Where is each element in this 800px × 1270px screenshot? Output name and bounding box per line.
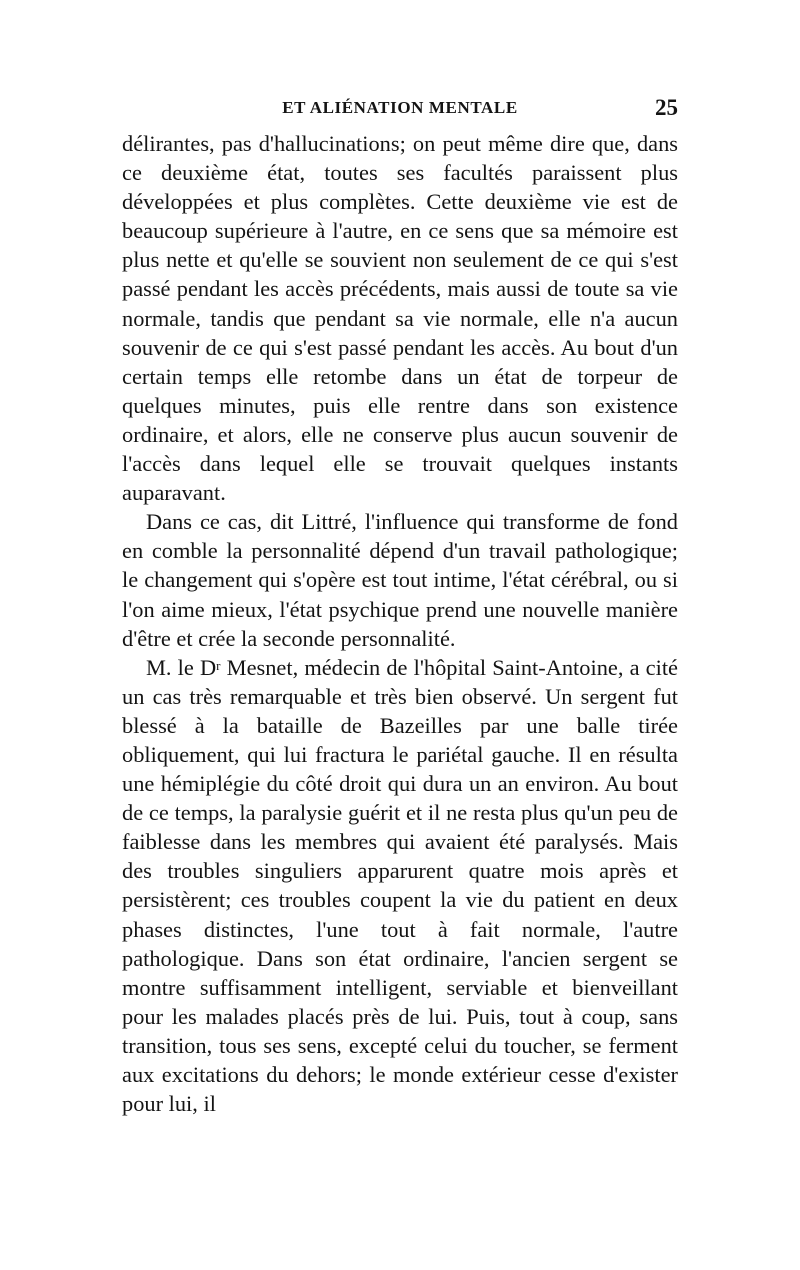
running-header (122, 96, 678, 120)
page-number: 25 (655, 95, 678, 120)
body-text (122, 129, 678, 1118)
paragraph-continued: délirantes, pas d'hallucinations; on peut même dire que, dans ce deuxième état, toutes ses facultés paraissent plus développées et plus complètes. Cette deuxième vie est de beaucoup supérieure à l'autre, en ce sens que sa mémoire est plus nette et qu'elle se souvient non seulement de ce qui s'est passé pendant les accès précédents, mais aussi de toute sa vie normale, tandis que pendant sa vie normale, elle n'a aucun souvenir de ce qui s'est passé pendant les accès. Au bout d'un certain temps elle retombe dans un état de torpeur de quelques minutes, puis elle rentre dans son existence ordinaire, et alors, elle ne conserve plus aucun souvenir de l'accès dans lequel elle se trouvait quelques instants auparavant. (122, 131, 678, 506)
paragraph-littre: Dans ce cas, dit Littré, l'influence qui transforme de fond en comble la personnalité dépend d'un travail pathologique; le changement qui s'opère est tout intime, l'état cérébral, ou si l'on aime mieux, l'état psychique prend une nouvelle manière d'être et crée la seconde personnalité. (122, 509, 678, 651)
doctor-abbreviation-superscript: r (216, 657, 221, 673)
running-title: ET ALIÉNATION MENTALE (282, 98, 518, 117)
paragraph-mesnet (122, 653, 678, 1119)
paragraph-mesnet-text: Mesnet, médecin de l'hôpital Saint-Antoine, a cité un cas très remarquable et très bien observé. Un sergent fut blessé à la bataille de Bazeilles par une balle tirée obliquement, qui lui fractura le pariétal gauche. Il en résulta une hémiplégie du côté droit qui dura un an environ. Au bout de ce temps, la paralysie guérit et il ne resta plus qu'un peu de faiblesse dans les membres qui avaient été paralysés. Mais des troubles singuliers apparurent quatre mois après et persistèrent; ces troubles coupent la vie du patient en deux phases distinctes, l'une tout à fait normale, l'autre pathologique. Dans son état ordinaire, l'ancien sergent se montre suffisamment intelligent, serviable et bienveillant pour les malades placés près de lui. Puis, tout à coup, sans transition, tous ses sens, excepté celui du toucher, se ferment aux excitations du dehors; le monde extérieur cesse d'exister pour lui, il (122, 654, 678, 1117)
paragraph-mesnet-start: M. le D (146, 654, 217, 680)
